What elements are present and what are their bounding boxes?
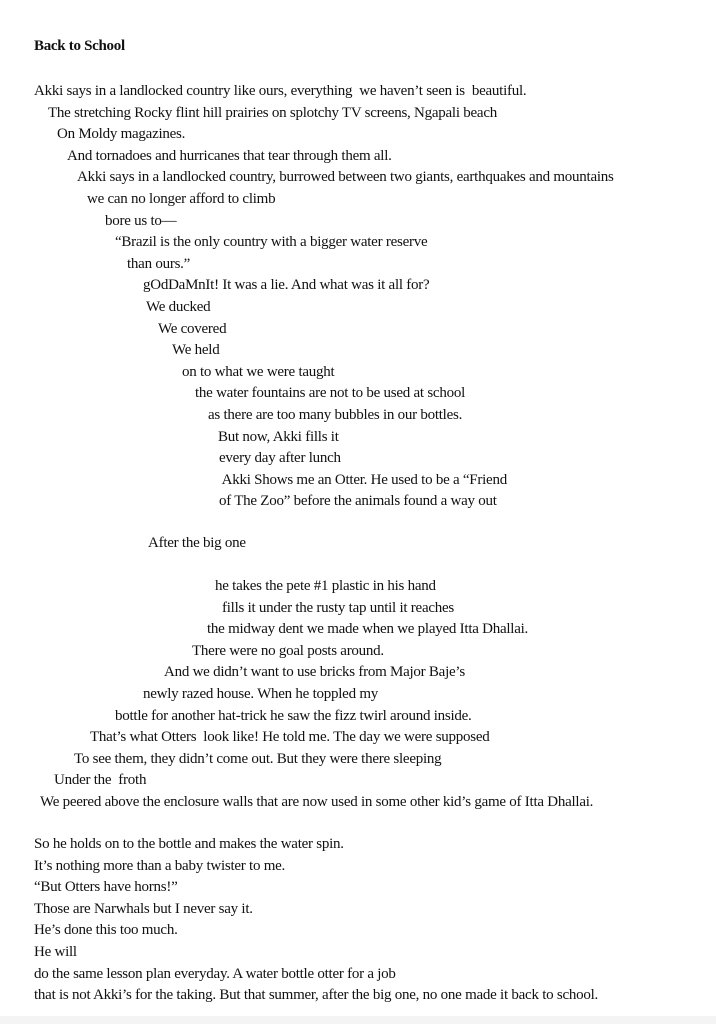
poem-line: Akki says in a landlocked country like ours, everything we haven’t seen is beautiful. [34, 83, 527, 99]
poem-line: There were no goal posts around. [192, 642, 384, 659]
poem-line: We covered [158, 320, 227, 337]
poem-line: On Moldy magazines. [57, 126, 186, 143]
poem-line: on to what we were taught [182, 363, 335, 380]
poem-line: We held [172, 342, 220, 359]
poem-line: than ours.” [127, 255, 191, 272]
poem-line: Akki Shows me an Otter. He used to be a “Friend [219, 471, 507, 488]
poem-line: Under the froth [54, 772, 147, 789]
poem-line: To see them, they didn’t come out. But they were there sleeping [74, 750, 442, 767]
poem-line: he takes the pete #1 plastic in his hand [215, 578, 436, 594]
poem-line: we can no longer afford to climb [87, 191, 276, 207]
poem-line: bottle for another hat-trick he saw the fizz twirl around inside. [115, 707, 472, 724]
poem-line: “Brazil is the only country with a bigger water reserve [115, 234, 428, 251]
poem-line: fills it under the rusty tap until it reaches [222, 599, 455, 616]
poem-line: And tornadoes and hurricanes that tear through them all. [67, 147, 392, 164]
poem-line: do the same lesson plan everyday. A water bottle otter for a job [34, 965, 396, 982]
poem-line: That’s what Otters look like! He told me. The day we were supposed [90, 729, 490, 746]
poem-line: newly razed house. When he toppled my [143, 686, 378, 702]
poem-line: We peered above the enclosure walls that are now used in some other kid’s game of Itta Dhallai. [40, 794, 594, 810]
poem-line: We ducked [146, 299, 211, 315]
poem-line: So he holds on to the bottle and makes the water spin. [34, 836, 344, 852]
poem-line: bore us to— [105, 212, 177, 229]
poem-line: And we didn’t want to use bricks from Major Baje’s [164, 664, 465, 681]
poem-line: the midway dent we made when we played Itta Dhallai. [207, 621, 529, 638]
poem-line: every day after lunch [219, 450, 341, 467]
poem-line: the water fountains are not to be used at school [195, 385, 465, 402]
poem-line: He’s done this too much. [34, 922, 178, 939]
poem-title: Back to School [34, 38, 125, 54]
poem-line: as there are too many bubbles in our bottles. [208, 407, 463, 423]
poem-line: After the big one [148, 535, 246, 551]
poem-line: It’s nothing more than a baby twister to me. [34, 857, 286, 874]
poem-line: The stretching Rocky flint hill prairies on splotchy TV screens, Ngapali beach [48, 104, 497, 121]
poem-line: But now, Akki fills it [218, 428, 339, 445]
page-bottom-edge [0, 1016, 716, 1024]
poem-line: that is not Akki’s for the taking. But that summer, after the big one, no one made it back to school. [34, 987, 599, 1004]
poem-line: Those are Narwhals but I never say it. [34, 900, 253, 917]
poem-line: He will [34, 944, 77, 960]
poem-line: “But Otters have horns!” [34, 879, 178, 896]
poem-line: of The Zoo” before the animals found a way out [219, 493, 497, 510]
poem-line: Akki says in a landlocked country, burrowed between two giants, earthquakes and mountains [77, 169, 614, 186]
poem-line: gOdDaMnIt! It was a lie. And what was it all for? [143, 277, 430, 294]
